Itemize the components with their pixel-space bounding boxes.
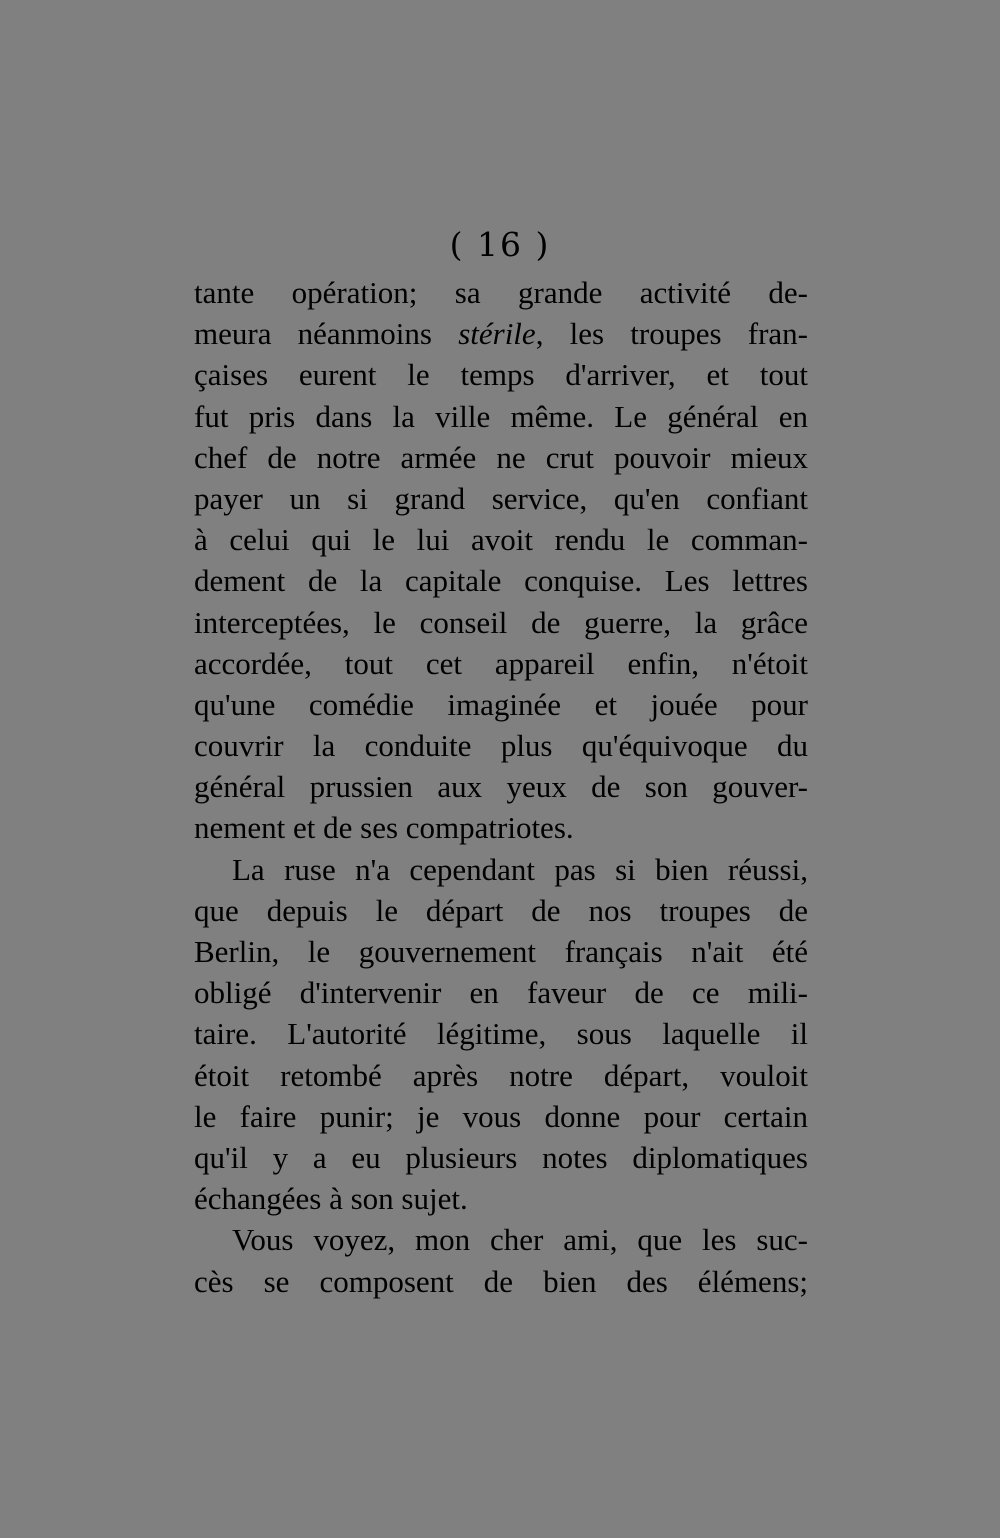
text-line: obligé d'intervenir en faveur de ce mili- (194, 975, 808, 1011)
italic-word: stérile (458, 316, 536, 352)
text-line: accordée, tout cet appareil enfin, n'étoit (194, 645, 808, 681)
text-line: général prussien aux yeux de son gouver- (194, 769, 808, 805)
page-number: ( 16 ) (449, 225, 551, 264)
text-line: dement de la capitale conquise. Les lettres (194, 563, 808, 599)
text-line: Berlin, le gouvernement français n'ait été (194, 934, 808, 969)
text-line: étoit retombé après notre départ, vouloit (194, 1057, 808, 1093)
text-line: La ruse n'a cependant pas si bien réussi, (232, 851, 808, 887)
text-line: le faire punir; je vous donne pour certain (194, 1098, 808, 1134)
text-line: interceptées, le conseil de guerre, la grâce (194, 604, 808, 640)
text-line: çaises eurent le temps d'arriver, et tout (194, 357, 808, 393)
text-line: Vous voyez, mon cher ami, que les suc- (232, 1222, 808, 1258)
text-line: qu'il y a eu plusieurs notes diplomatiques (194, 1139, 808, 1175)
text-line: cès se composent de bien des élémens; (194, 1263, 808, 1299)
text-segment: meura néanmoins (194, 316, 459, 352)
text-line: que depuis le départ de nos troupes de (194, 892, 808, 928)
text-line: tante opération; sa grande activité de- (194, 275, 808, 310)
text-segment: , les troupes fran- (535, 316, 808, 352)
text-line: fut pris dans la ville même. Le général en (194, 398, 808, 434)
text-line: payer un si grand service, qu'en confiant (194, 480, 808, 516)
text-line: nement et de ses compatriotes. (194, 810, 574, 846)
text-line: qu'une comédie imaginée et jouée pour (194, 686, 808, 722)
text-line: échangées à son sujet. (194, 1181, 468, 1217)
body-text (194, 272, 808, 1302)
text-line (194, 313, 808, 354)
text-line: chef de notre armée ne crut pouvoir mieux (194, 439, 808, 475)
text-line: taire. L'autorité légitime, sous laquelle il (194, 1016, 808, 1052)
text-line: couvrir la conduite plus qu'équivoque du (194, 728, 808, 764)
text-line: à celui qui le lui avoit rendu le comman- (194, 522, 808, 558)
